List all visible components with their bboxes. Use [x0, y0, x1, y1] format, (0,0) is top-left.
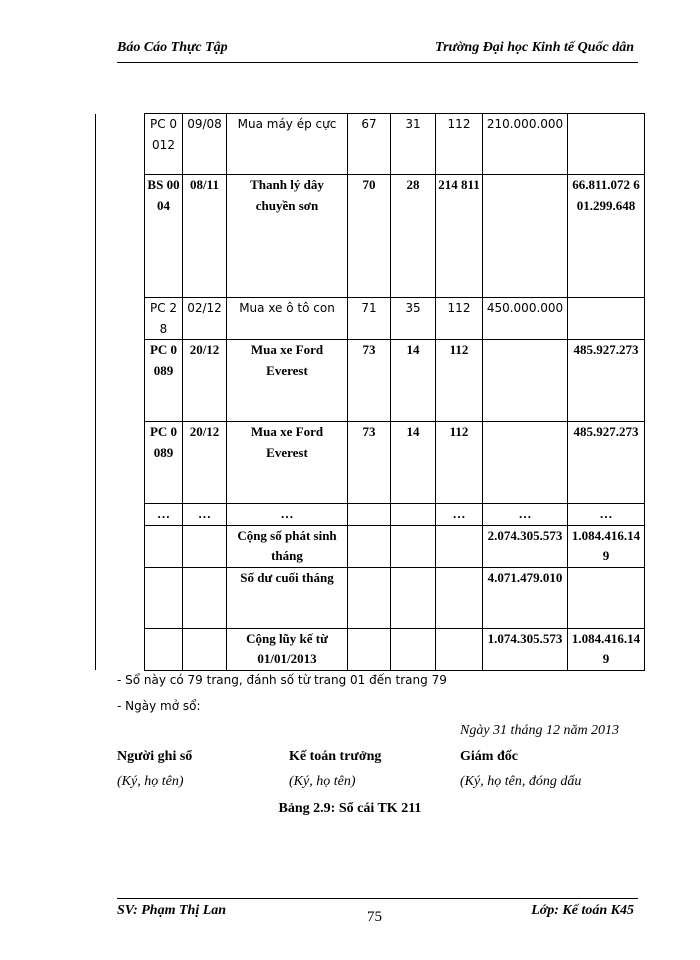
signer-chief-accountant-sub: (Ký, họ tên)	[289, 774, 356, 789]
description-cell: Cộng lũy kế từ 01/01/2013	[227, 628, 348, 670]
header-right: Trường Đại học Kinh tế Quốc dân	[435, 40, 634, 55]
table-caption: Bảng 2.9: Sổ cái TK 211	[278, 801, 422, 816]
voucher-date-cell	[183, 567, 227, 628]
voucher-date-cell: 02/12	[183, 298, 227, 340]
date-line: Ngày 31 tháng 12 năm 2013	[460, 723, 620, 738]
voucher-date-cell	[183, 628, 227, 670]
debit-cell: 210.000.000	[483, 114, 568, 175]
debit-cell	[483, 340, 568, 422]
voucher-date-cell: 20/12	[183, 422, 227, 504]
note-pages: - Sổ này có 79 trang, đánh số từ trang 01 đến trang 79	[117, 673, 447, 687]
blank-cell	[96, 340, 145, 422]
page-cell: 67	[348, 114, 391, 175]
blank-cell	[96, 567, 145, 628]
table-row	[96, 114, 645, 175]
blank-cell	[96, 422, 145, 504]
debit-cell	[483, 422, 568, 504]
voucher-date-cell: 08/11	[183, 175, 227, 298]
voucher-date-cell	[183, 525, 227, 567]
blank-cell	[96, 504, 145, 526]
voucher-no-cell: …	[145, 504, 183, 526]
ledger-table	[95, 113, 645, 671]
page-cell: 73	[348, 340, 391, 422]
description-cell: …	[227, 504, 348, 526]
page-cell: 73	[348, 422, 391, 504]
credit-cell: 1.084.416.149	[568, 628, 645, 670]
table-row	[96, 175, 645, 298]
voucher-no-cell: PC 0012	[145, 114, 183, 175]
blank-cell	[96, 298, 145, 340]
blank-cell	[96, 628, 145, 670]
credit-cell	[568, 567, 645, 628]
page-footer	[117, 898, 638, 929]
voucher-no-cell: PC 0089	[145, 340, 183, 422]
credit-cell: …	[568, 504, 645, 526]
description-cell: Thanh lý dây chuyền sơn	[227, 175, 348, 298]
line-cell: 35	[391, 298, 436, 340]
note-open-date: - Ngày mở sổ:	[117, 699, 201, 713]
voucher-date-cell: 09/08	[183, 114, 227, 175]
contra-account-cell: 112	[436, 298, 483, 340]
description-cell: Mua xe Ford Everest	[227, 340, 348, 422]
description-cell: Cộng số phát sinh tháng	[227, 525, 348, 567]
page-cell: 71	[348, 298, 391, 340]
description-cell: Số dư cuối tháng	[227, 567, 348, 628]
signer-recorder-title: Người ghi sổ	[117, 749, 193, 764]
page-cell	[348, 628, 391, 670]
description-cell: Mua máy ép cực	[227, 114, 348, 175]
table-row	[96, 567, 645, 628]
line-cell	[391, 567, 436, 628]
voucher-no-cell: BS 0004	[145, 175, 183, 298]
description-cell: Mua xe Ford Everest	[227, 422, 348, 504]
footer-student: SV: Phạm Thị Lan	[117, 903, 227, 918]
debit-cell: 450.000.000	[483, 298, 568, 340]
voucher-no-cell	[145, 525, 183, 567]
credit-cell: 485.927.273	[568, 340, 645, 422]
line-cell	[391, 628, 436, 670]
signer-director-sub: (Ký, họ tên, đóng dấu	[460, 774, 582, 789]
credit-cell: 1.084.416.149	[568, 525, 645, 567]
line-cell: 28	[391, 175, 436, 298]
contra-account-cell: 112	[436, 422, 483, 504]
voucher-no-cell: PC 28	[145, 298, 183, 340]
debit-cell: 4.071.479.010	[483, 567, 568, 628]
signer-chief-accountant-title: Kế toán trưởng	[289, 749, 382, 764]
contra-account-cell: …	[436, 504, 483, 526]
table-row	[96, 340, 645, 422]
voucher-no-cell: PC 0089	[145, 422, 183, 504]
page-cell	[348, 525, 391, 567]
contra-account-cell	[436, 628, 483, 670]
table-row	[96, 628, 645, 670]
credit-cell: 485.927.273	[568, 422, 645, 504]
credit-cell	[568, 114, 645, 175]
line-cell: 14	[391, 422, 436, 504]
page-header	[117, 40, 638, 63]
debit-cell: …	[483, 504, 568, 526]
line-cell	[391, 525, 436, 567]
footer-class: Lớp: Kế toán K45	[531, 903, 634, 918]
voucher-no-cell	[145, 567, 183, 628]
voucher-no-cell	[145, 628, 183, 670]
contra-account-cell: 214 811	[436, 175, 483, 298]
debit-cell	[483, 175, 568, 298]
debit-cell: 2.074.305.573	[483, 525, 568, 567]
credit-cell	[568, 298, 645, 340]
line-cell	[391, 504, 436, 526]
voucher-date-cell: 20/12	[183, 340, 227, 422]
blank-cell	[96, 525, 145, 567]
signer-director-title: Giám đốc	[460, 749, 518, 764]
contra-account-cell	[436, 525, 483, 567]
table-row	[96, 298, 645, 340]
header-left: Báo Cáo Thực Tập	[117, 40, 228, 55]
line-cell: 14	[391, 340, 436, 422]
debit-cell: 1.074.305.573	[483, 628, 568, 670]
table-row	[96, 422, 645, 504]
credit-cell: 66.811.072 601.299.648	[568, 175, 645, 298]
table-row	[96, 525, 645, 567]
page-cell	[348, 567, 391, 628]
contra-account-cell: 112	[436, 114, 483, 175]
signer-recorder-sub: (Ký, họ tên)	[117, 774, 184, 789]
line-cell: 31	[391, 114, 436, 175]
page-number: 75	[367, 909, 382, 925]
table-row	[96, 504, 645, 526]
voucher-date-cell: …	[183, 504, 227, 526]
blank-cell	[96, 175, 145, 298]
description-cell: Mua xe ô tô con	[227, 298, 348, 340]
blank-cell	[96, 114, 145, 175]
contra-account-cell	[436, 567, 483, 628]
page-cell	[348, 504, 391, 526]
contra-account-cell: 112	[436, 340, 483, 422]
page-cell: 70	[348, 175, 391, 298]
